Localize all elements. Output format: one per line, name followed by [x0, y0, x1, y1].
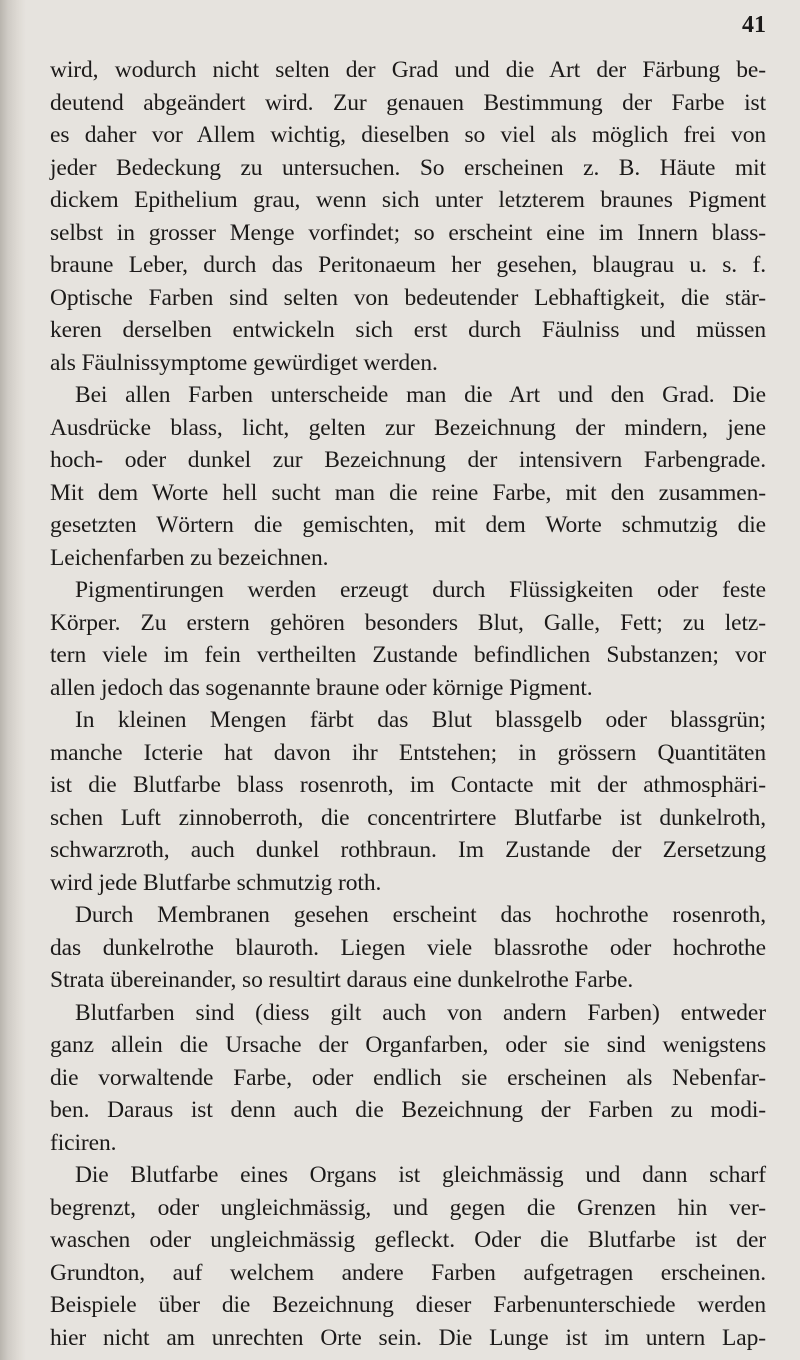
text-line: Ausdrücke blass, licht, gelten zur Bezeichnung der mindern, jene [50, 414, 766, 441]
text-line: braune Leber, durch das Peritonaeum her gesehen, blaugrau u. s. f. [50, 252, 766, 278]
text-line: allen jedoch das sogenannte braune oder körnige Pigment. [50, 674, 593, 701]
text-line: selbst in grosser Menge vorfindet; so erscheint eine im Innern blass- [50, 219, 766, 246]
text-line: wird, wodurch nicht selten der Grad und die Art der Färbung be- [50, 57, 766, 83]
text-line: keren derselben entwickeln sich erst durch Fäulniss und müssen [50, 317, 766, 343]
text-line: Optische Farben sind selten von bedeutender Lebhaftigkeit, die stär- [50, 284, 766, 311]
text-line: dickem Epithelium grau, wenn sich unter letzterem braunes Pigment [50, 187, 766, 213]
text-line: begrenzt, oder ungleichmässig, und gegen die Grenzen hin ver- [50, 1194, 766, 1221]
text-line: hier nicht am unrechten Orte sein. Die Lunge ist im untern Lap- [50, 1324, 766, 1351]
text-line: Pigmentirungen werden erzeugt durch Flüssigkeiten oder feste [75, 577, 766, 603]
text-line: waschen oder ungleichmässig gefleckt. Oder die Blutfarbe ist der [50, 1227, 766, 1253]
text-line: das dunkelrothe blauroth. Liegen viele blassrothe oder hochrothe [50, 934, 766, 961]
page-number: 41 [742, 12, 766, 38]
text-line: deutend abgeändert wird. Zur genauen Bestimmung der Farbe ist [50, 89, 766, 116]
text-line: ist die Blutfarbe blass rosenroth, im Contacte mit der athmosphäri- [50, 772, 766, 798]
text-line: die vorwaltende Farbe, oder endlich sie erscheinen als Nebenfar- [50, 1064, 766, 1091]
text-line: Körper. Zu erstern gehören besonders Blut, Galle, Fett; zu letz- [50, 609, 766, 636]
text-line: hoch- oder dunkel zur Bezeichnung der intensivern Farbengrade. [50, 447, 766, 473]
text-line: gesetzten Wörtern die gemischten, mit dem Worte schmutzig die [50, 512, 766, 538]
text-line: tern viele im fein vertheilten Zustande befindlichen Substanzen; vor [50, 642, 766, 668]
page-gutter-shadow [0, 0, 26, 1360]
text-line: Die Blutfarbe eines Organs ist gleichmässig und dann scharf [75, 1162, 766, 1188]
text-line: jeder Bedeckung zu untersuchen. So erscheinen z. B. Häute mit [50, 154, 766, 181]
text-line: ficiren. [50, 1129, 117, 1156]
text-line: Bei allen Farben unterscheide man die Art und den Grad. Die [75, 382, 766, 408]
text-line: schen Luft zinnoberroth, die concentrirtere Blutfarbe ist dunkelroth, [50, 804, 766, 831]
text-line: In kleinen Mengen färbt das Blut blassgelb oder blassgrün; [75, 707, 766, 733]
text-line: schwarzroth, auch dunkel rothbraun. Im Zustande der Zersetzung [50, 837, 766, 863]
body-text [50, 54, 766, 1354]
text-line: ganz allein die Ursache der Organfarben, oder sie sind wenigstens [50, 1032, 766, 1058]
text-line: manche Icterie hat davon ihr Entstehen; in grössern Quantitäten [50, 739, 766, 766]
text-line: Beispiele über die Bezeichnung dieser Farbenunterschiede werden [50, 1292, 766, 1318]
text-line: Mit dem Worte hell sucht man die reine Farbe, mit den zusammen- [50, 479, 766, 506]
text-line: es daher vor Allem wichtig, dieselben so viel als möglich frei von [50, 122, 766, 148]
text-line: Leichenfarben zu bezeichnen. [50, 544, 329, 571]
text-line: Blutfarben sind (diess gilt auch von andern Farben) entweder [75, 999, 766, 1026]
text-line: Grundton, auf welchem andere Farben aufgetragen erscheinen. [50, 1259, 766, 1286]
text-line: Strata übereinander, so resultirt daraus eine dunkelrothe Farbe. [50, 967, 634, 993]
text-line: ben. Daraus ist denn auch die Bezeichnung der Farben zu modi- [50, 1097, 766, 1123]
text-line: Durch Membranen gesehen erscheint das hochrothe rosenroth, [75, 902, 766, 928]
text-line: als Fäulnissymptome gewürdiget werden. [50, 349, 438, 376]
text-line: wird jede Blutfarbe schmutzig roth. [50, 869, 382, 896]
